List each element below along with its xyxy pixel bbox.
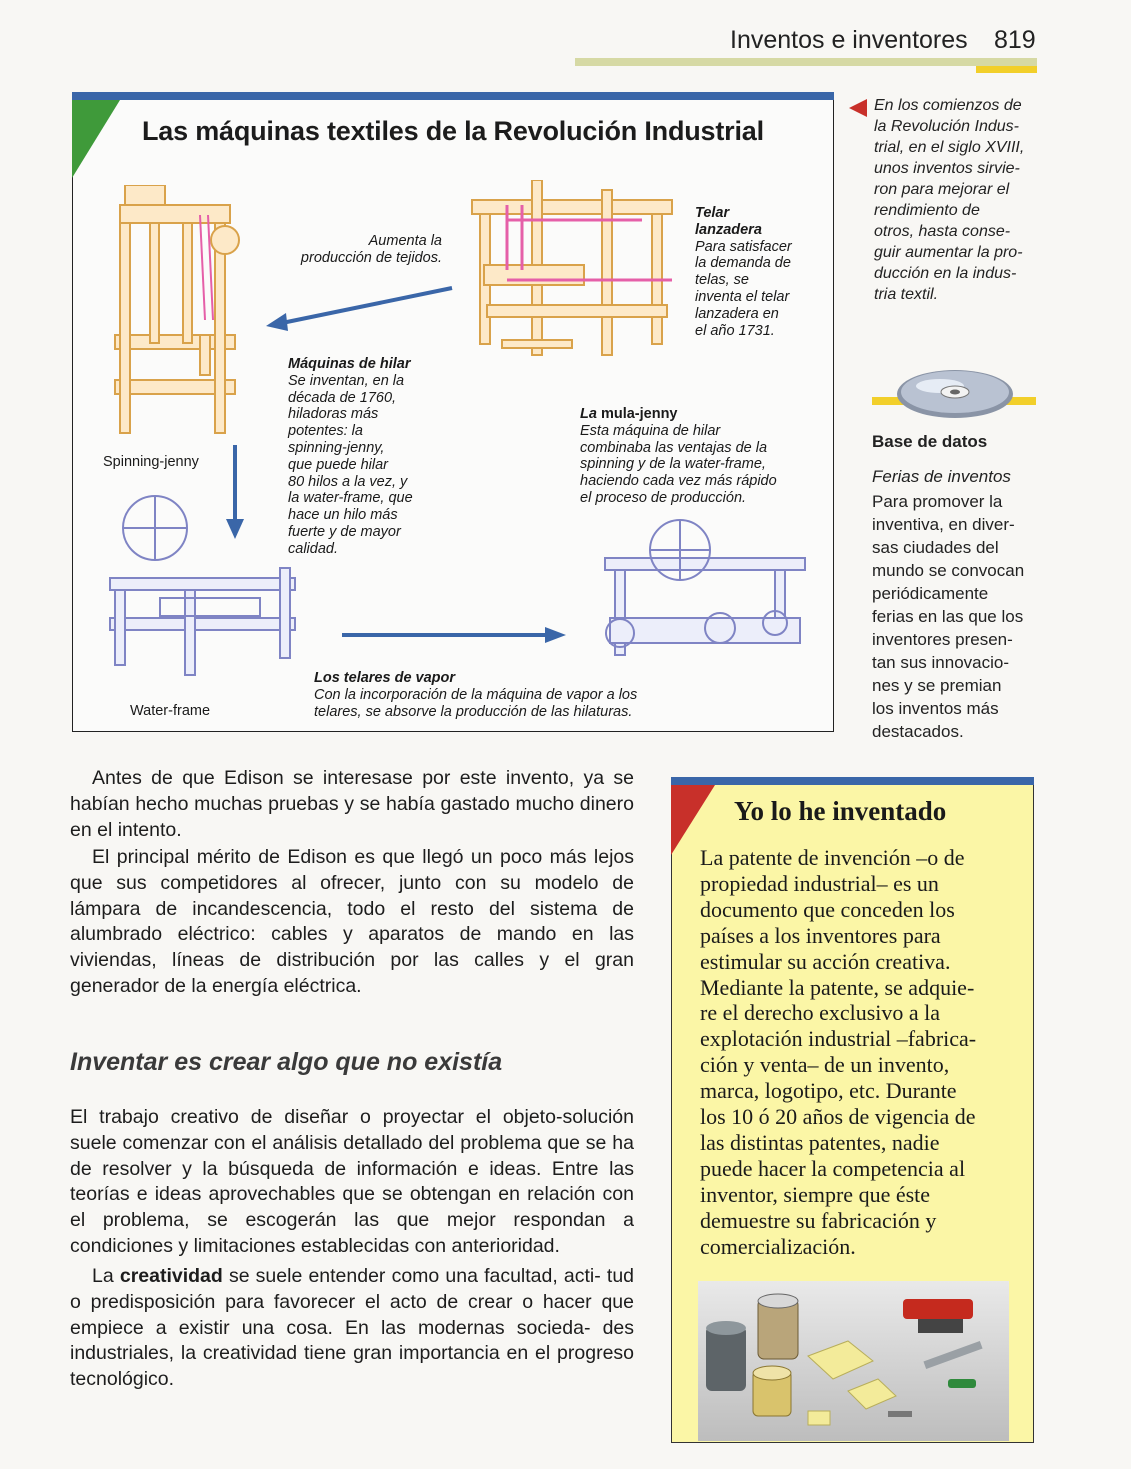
paragraph-4: [70, 1264, 634, 1393]
paragraph-line: Antes de que Edison se interesase por este invento, ya se: [92, 767, 634, 789]
database-subtitle: Ferias de inventos: [872, 467, 1011, 486]
increase-note-line: Aumenta la: [368, 233, 442, 249]
sidebar-note-line: tria textil.: [874, 286, 939, 303]
hilar-text-line: que puede hilar: [288, 456, 388, 473]
invention-body-line: estimular su acción creativa.: [700, 948, 951, 974]
invention-body-line: los 10 ó 20 años de vigencia de: [700, 1104, 976, 1130]
paragraph-1: [70, 766, 634, 843]
database-body-line: Para promover la: [872, 492, 1003, 511]
sidebar-note: [874, 95, 1044, 305]
section-heading: Inventar es crear algo que no existía: [70, 1048, 503, 1076]
paragraph-line: condiciones y limitaciones establecidas con anterioridad.: [70, 1234, 560, 1257]
label-spinning-jenny: Spinning-jenny: [103, 454, 199, 470]
invention-body-line: marca, logotipo, etc. Durante: [700, 1078, 957, 1104]
vapor-text-line: Con la incorporación de la máquina de vapor a los: [314, 686, 638, 703]
hilar-text-line: década de 1760,: [288, 389, 397, 406]
database-body-line: nes y se premian: [872, 676, 1002, 695]
spinning-jenny-illustration: [105, 185, 245, 450]
paragraph-line: alumbrado eléctrico: cables y aparatos de mando en las: [70, 923, 634, 946]
water-frame-illustration: [100, 488, 300, 688]
database-body-line: mundo se convocan: [872, 561, 1025, 580]
invention-body-line: demuestre su fabricación y: [700, 1207, 937, 1233]
label-water-frame: Water-frame: [130, 703, 211, 719]
sidebar-note-line: ducción en la indus-: [874, 265, 1017, 282]
sidebar-note-line: otros, hasta conse-: [874, 223, 1011, 240]
mula-heading: [580, 406, 820, 423]
database-body: [872, 490, 1037, 743]
paragraph-line: teorías e ideas aprovechables que se obtengan en relación: [70, 1183, 596, 1206]
database-body-line: inventores presen-: [872, 630, 1013, 649]
invention-box-body: [700, 845, 1012, 1260]
invention-body-line: puede hacer la competencia al: [700, 1155, 966, 1181]
mula-heading-name: mula-jenny: [596, 406, 678, 422]
invention-body-line: propiedad industrial– es un: [700, 870, 939, 896]
increase-note-line: producción de tejidos.: [300, 249, 442, 266]
figure-title: Las máquinas textiles de la Revolución Industrial: [142, 116, 764, 146]
paragraph-line: La: [92, 1265, 120, 1287]
telar-text-line: Para satisfacer: [695, 238, 792, 255]
paragraph-line: ha de resolver y la búsqueda de información e ideas. Entre las: [70, 1131, 634, 1180]
header-rule: [575, 58, 1037, 66]
figure-corner-triangle: [72, 100, 122, 180]
paragraph-line: El principal mérito de Edison es que llegó un poco más: [92, 846, 587, 868]
arrow-left: [262, 283, 457, 333]
database-body-line: inventiva, en diver-: [872, 515, 1015, 534]
paragraph-line: dinero en el intento.: [70, 792, 634, 841]
paragraph-line: des industriales, la creatividad tiene gran importancia en el: [70, 1316, 635, 1365]
sidebar-note-line: trial, en el siglo XVIII,: [874, 139, 1025, 156]
mula-heading-prefix: La: [580, 406, 597, 422]
invention-box-title: Yo lo he inventado: [734, 796, 947, 826]
paragraph-2: [70, 845, 634, 1000]
hilar-text-line: la water-frame, que: [288, 490, 413, 507]
header-accent: [976, 66, 1037, 73]
telar-heading: lanzadera: [695, 221, 762, 238]
paragraph-3: [70, 1105, 634, 1260]
hilar-text-line: potentes: la: [288, 423, 363, 440]
database-body-line: destacados.: [872, 722, 964, 741]
hilar-text-line: hace un hilo más: [288, 507, 398, 524]
database-body-line: periódicamente: [872, 584, 989, 603]
cd-icon: [895, 364, 1015, 424]
mula-caption: [580, 406, 820, 507]
invention-body-line: explotación industrial –fabrica-: [700, 1026, 977, 1052]
invention-body-line: ción y venta– de un invento,: [700, 1052, 950, 1078]
mula-text-line: haciendo cada vez más rápido: [580, 473, 777, 490]
creativity-term: creatividad: [119, 1265, 223, 1287]
sidebar-note-line: guir aumentar la pro-: [874, 244, 1023, 261]
paragraph-line: progreso tecnológico.: [70, 1342, 635, 1391]
paragraph-line: El trabajo creativo de diseñar o proyectar el objeto-solución: [70, 1106, 634, 1128]
telar-heading: Telar: [695, 205, 730, 221]
telar-text-line: lanzadera en: [695, 305, 779, 322]
mula-text-line: spinning y de la water-frame,: [580, 456, 766, 473]
telar-lanzadera-illustration: [462, 180, 687, 370]
invention-body-line: países a los inventores para: [700, 922, 941, 948]
sidebar-pointer-icon: [849, 99, 869, 117]
paragraph-line: tud o predisposición para favorecer el acto de crear o hacer: [70, 1265, 635, 1313]
hilar-heading: Máquinas de hilar: [288, 356, 411, 372]
hilar-text-line: calidad.: [288, 540, 338, 557]
sidebar-note-line: ron para mejorar el: [874, 181, 1010, 198]
paragraph-line: habían hecho muchas pruebas y se había gastado mucho: [70, 792, 575, 815]
database-body-line: ferias en las que los: [872, 607, 1024, 626]
invention-body-line: comercialización.: [700, 1233, 856, 1259]
running-header-title: Inventos e inventores: [730, 26, 968, 54]
mula-jenny-illustration: [595, 518, 825, 663]
sidebar-note-line: En los comienzos de: [874, 97, 1022, 114]
invention-box-bar: [671, 777, 1034, 785]
paragraph-line: lejos que sus competidores al ofrecer, junto con su modelo: [70, 846, 634, 894]
paragraph-line: se suele entender como una facultad, acti-: [222, 1265, 601, 1287]
sidebar-note-line: rendimiento de: [874, 202, 980, 219]
mula-text-line: Esta máquina de hilar: [580, 422, 721, 439]
hilar-text-line: hiladoras más: [288, 406, 379, 423]
paragraph-line: que empiece a existir una cosa. En las modernas socieda-: [70, 1290, 634, 1339]
hilar-text-line: fuerte y de mayor: [288, 523, 401, 540]
hilar-caption: [288, 356, 458, 558]
sidebar-note-line: la Revolución Indus-: [874, 118, 1019, 135]
hilar-text-line: spinning-jenny,: [288, 439, 385, 456]
hilar-text-line: 80 hilos a la vez, y: [288, 473, 408, 490]
mula-text-line: el proceso de producción.: [580, 489, 747, 506]
vapor-text-line: telares, se absorve la producción de las hilaturas.: [314, 703, 633, 720]
telar-text-line: la demanda de: [695, 255, 791, 272]
paragraph-line: viviendas, líneas de distribución por las calles y el gran: [70, 949, 634, 972]
figure-top-bar: [72, 92, 834, 100]
database-body-line: sas ciudades del: [872, 538, 999, 557]
invention-body-line: La patente de invención –o de: [700, 845, 965, 870]
invention-body-line: inventor, siempre que éste: [700, 1181, 931, 1207]
vapor-heading: Los telares de vapor: [314, 670, 456, 686]
hilar-text-line: Se inventan, en la: [288, 372, 405, 389]
page-number: 819: [994, 26, 1036, 54]
telar-text-line: inventa el telar: [695, 288, 790, 305]
database-title: Base de datos: [872, 432, 988, 451]
patented-objects-photo: [698, 1281, 1009, 1441]
paragraph-line: generador de la energía eléctrica.: [70, 974, 362, 997]
telar-text-line: el año 1731.: [695, 322, 775, 339]
database-body-line: los inventos más: [872, 699, 999, 718]
invention-body-line: Mediante la patente, se adquie-: [700, 974, 975, 1000]
paragraph-line: suele comenzar con el análisis detallado del problema que se: [70, 1131, 607, 1154]
invention-body-line: documento que conceden los: [700, 896, 955, 922]
sidebar-note-line: unos inventos sirvie-: [874, 160, 1020, 177]
invention-body-line: las distintas patentes, nadie: [700, 1129, 940, 1155]
telar-text-line: telas, se: [695, 272, 749, 289]
paragraph-line: de lámpara de incandescencia, todo el resto del sistema de: [70, 871, 634, 920]
arrow-right: [342, 625, 567, 645]
arrow-down: [225, 445, 245, 540]
vapor-caption: [314, 670, 714, 720]
mula-text-line: combinaba las ventajas de la: [580, 439, 768, 456]
telar-caption: [695, 205, 815, 339]
increase-note: [272, 233, 442, 267]
invention-body-line: re el derecho exclusivo a la: [700, 1000, 941, 1026]
database-body-line: tan sus innovacio-: [872, 653, 1010, 672]
paragraph-line: con el problema, se escogerán las que mejor respondan a: [70, 1183, 634, 1232]
